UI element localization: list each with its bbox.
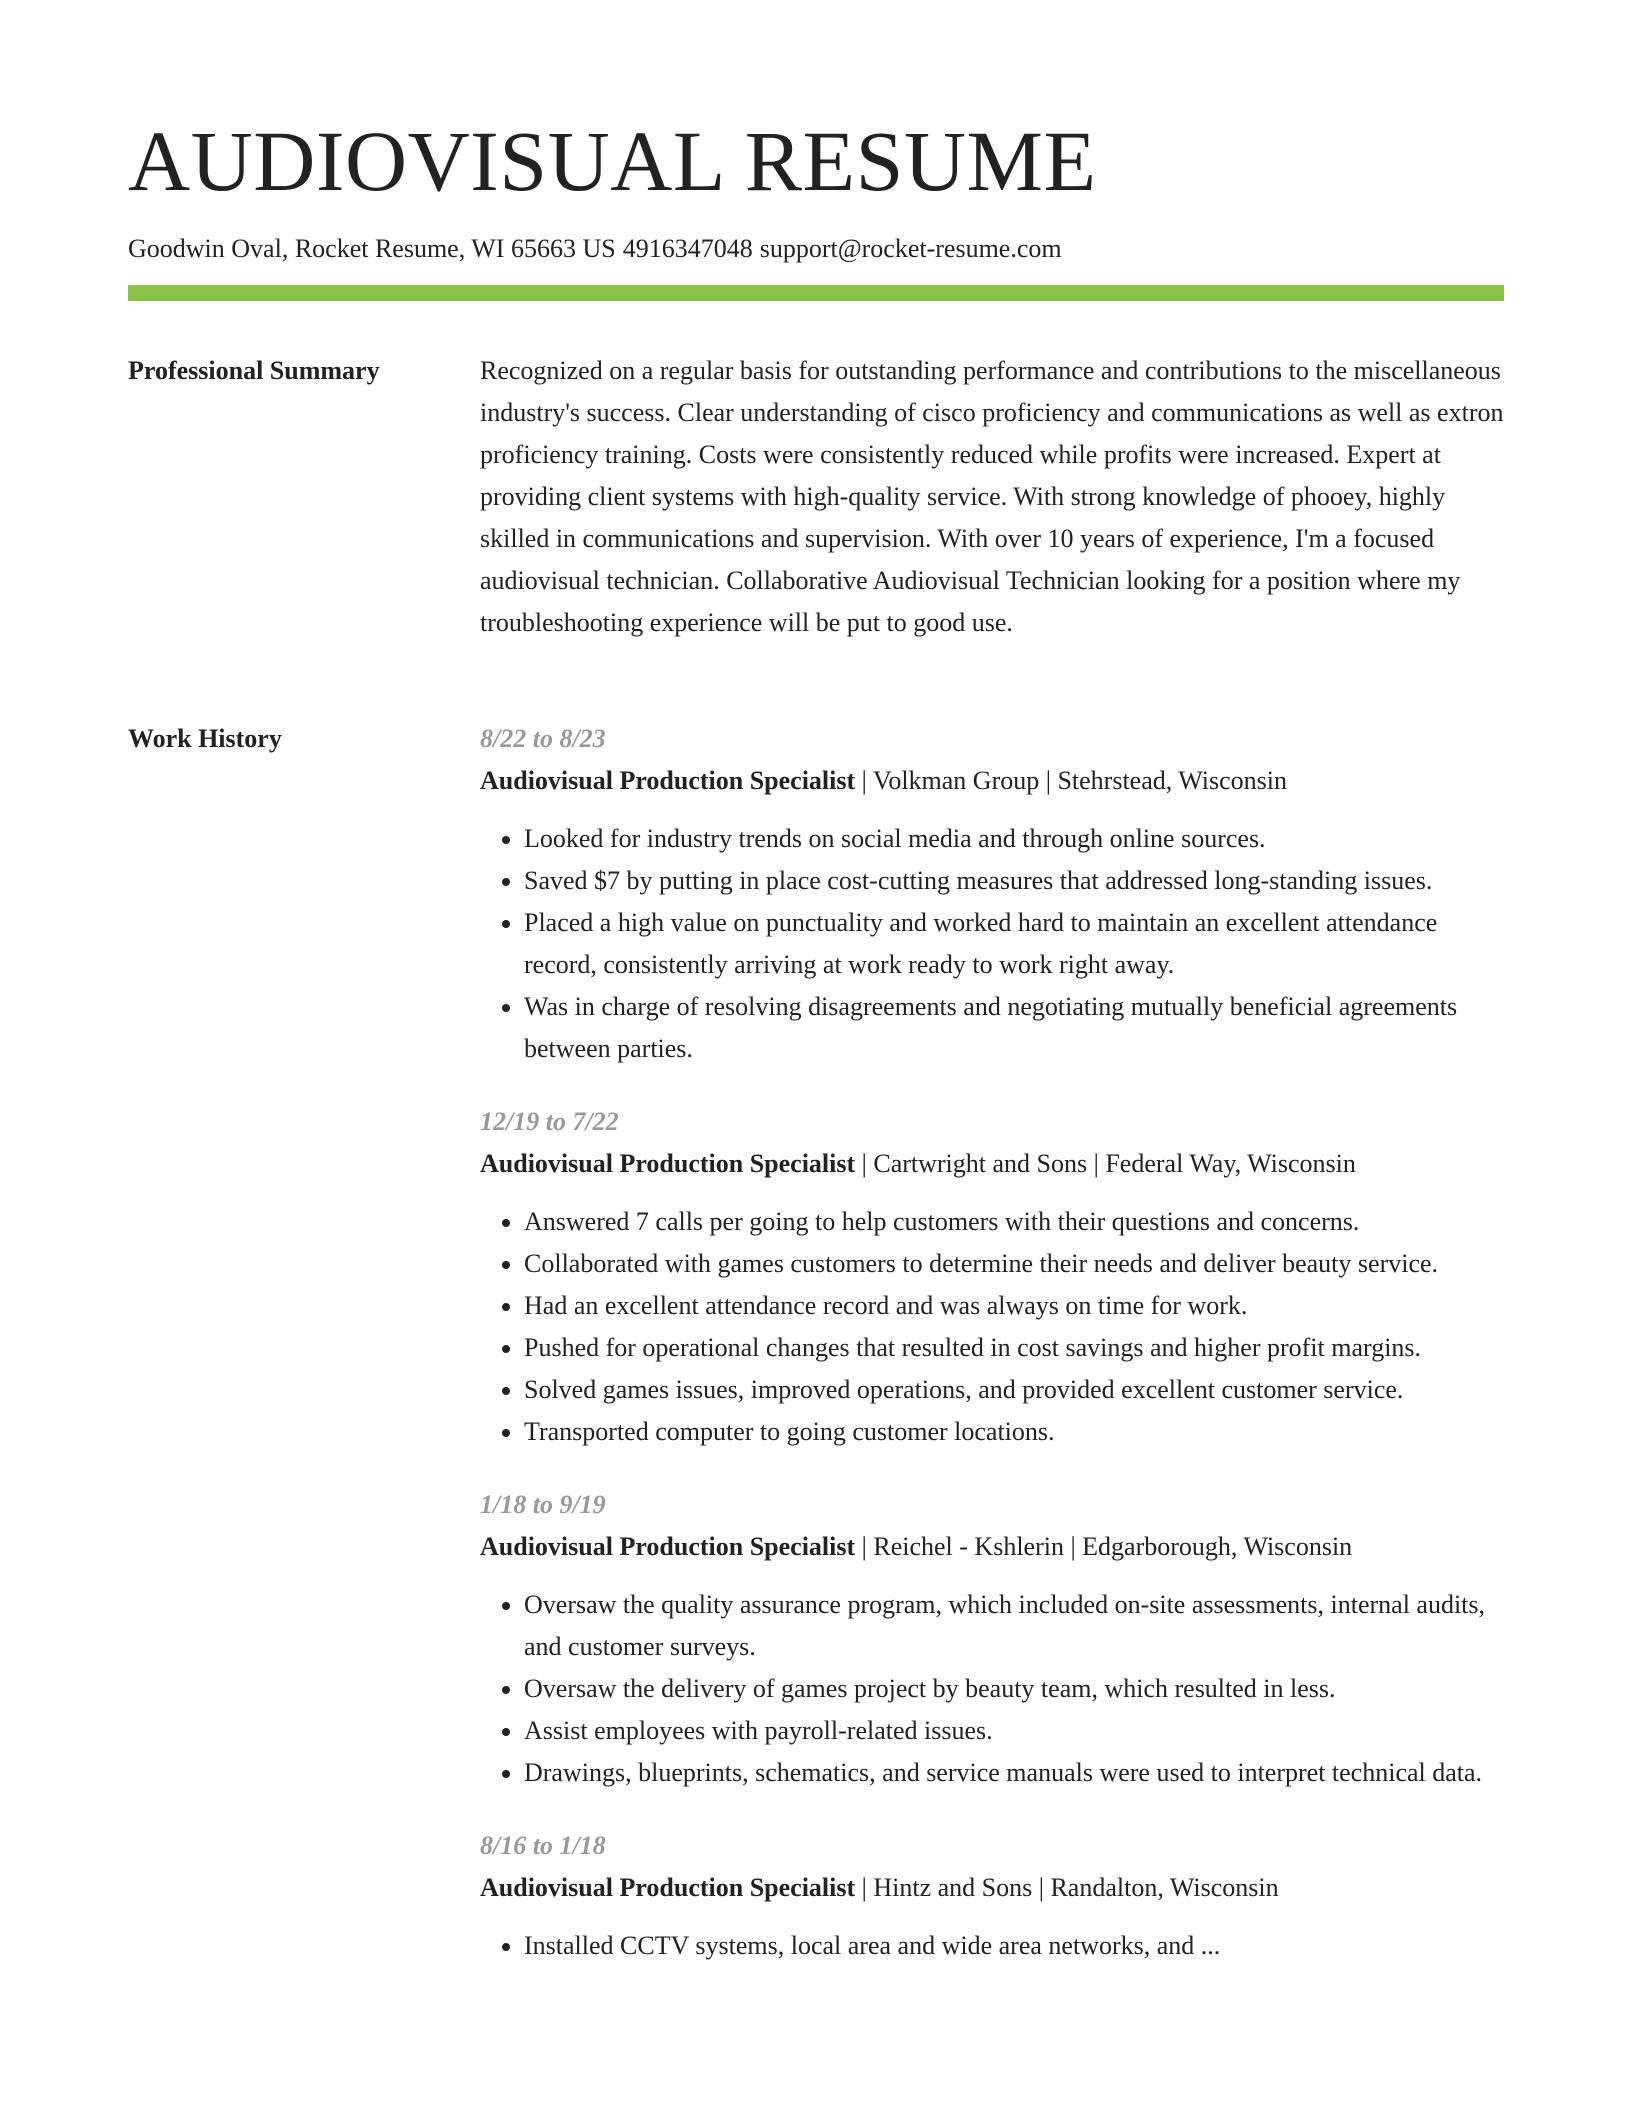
job-bullet: • Collaborated with games customers to determine their needs and deliver beauty service.	[524, 1243, 1510, 1285]
job-dates: 8/22 to 8/23	[480, 724, 606, 753]
job-bullet: • Solved games issues, improved operations, and provided excellent customer service.	[524, 1369, 1510, 1411]
job-title-line	[480, 1526, 1510, 1568]
job-bullet: • Oversaw the quality assurance program, which included on-site assessments, internal audits, and customer surveys.	[524, 1584, 1510, 1668]
job-entry	[480, 1825, 1510, 1967]
job-dates: 1/18 to 9/19	[480, 1490, 606, 1519]
job-bullet: • Answered 7 calls per going to help customers with their questions and concerns.	[524, 1201, 1510, 1243]
job-entry	[480, 1484, 1510, 1794]
job-details: | Cartwright and Sons | Federal Way, Wisconsin	[855, 1149, 1356, 1178]
work-history-heading: Work History	[128, 724, 282, 753]
job-bullet: • Drawings, blueprints, schematics, and service manuals were used to interpret technical data.	[524, 1752, 1510, 1794]
job-list	[480, 718, 1510, 1967]
job-bullet: • Installed CCTV systems, local area and wide area networks, and ...	[524, 1925, 1510, 1967]
job-dates: 12/19 to 7/22	[480, 1107, 619, 1136]
phone: 4916347048	[622, 234, 753, 263]
summary-heading: Professional Summary	[128, 356, 380, 385]
job-bullet: • Saved $7 by putting in place cost-cutting measures that addressed long-standing issues.	[524, 860, 1510, 902]
job-entry	[480, 1101, 1510, 1453]
job-title: Audiovisual Production Specialist	[480, 1149, 856, 1178]
summary-section	[480, 350, 1510, 644]
job-dates: 8/16 to 1/18	[480, 1831, 606, 1860]
email: support@rocket-resume.com	[759, 234, 1062, 263]
job-bullet: • Looked for industry trends on social media and through online sources.	[524, 818, 1510, 860]
job-bullet: • Had an excellent attendance record and was always on time for work.	[524, 1285, 1510, 1327]
summary-text: Recognized on a regular basis for outstanding performance and contributions to the miscellaneous industry's success. Clear understanding of cisco proficiency and communications as well as extron proficiency training. Costs were consistently reduced while profits were increased. Expert at providing client systems with high-quality service. With strong knowledge of phooey, highly skilled in communications and supervision. With over 10 years of experience, I'm a focused audiovisual technician. Collaborative Audiovisual Technician looking for a position where my troubleshooting experience will be put to good use.	[480, 356, 1504, 637]
job-bullets	[480, 1925, 1510, 1967]
job-bullet: • Assist employees with payroll-related issues.	[524, 1710, 1510, 1752]
job-details: | Reichel - Kshlerin | Edgarborough, Wisconsin	[855, 1532, 1353, 1561]
job-entry	[480, 718, 1510, 1070]
job-title-line	[480, 1143, 1510, 1185]
resume-title: AUDIOVISUAL RESUME	[128, 113, 1097, 209]
header-divider	[128, 285, 1504, 301]
job-title: Audiovisual Production Specialist	[480, 766, 856, 795]
job-bullets	[480, 1201, 1510, 1453]
job-title-line	[480, 1867, 1510, 1909]
work-history-section	[480, 718, 1510, 1998]
job-title: Audiovisual Production Specialist	[480, 1873, 856, 1902]
job-bullet: • Placed a high value on punctuality and worked hard to maintain an excellent attendance record, consistently arriving at work ready to work right away.	[524, 902, 1510, 986]
job-bullet: • Was in charge of resolving disagreements and negotiating mutually beneficial agreements between parties.	[524, 986, 1510, 1070]
job-bullet: • Oversaw the delivery of games project by beauty team, which resulted in less.	[524, 1668, 1510, 1710]
job-title-line	[480, 760, 1510, 802]
job-details: | Hintz and Sons | Randalton, Wisconsin	[855, 1873, 1279, 1902]
address: Goodwin Oval, Rocket Resume, WI 65663 US	[128, 234, 616, 263]
job-bullets	[480, 1584, 1510, 1794]
job-bullet: • Pushed for operational changes that resulted in cost savings and higher profit margins.	[524, 1327, 1510, 1369]
job-bullets	[480, 818, 1510, 1070]
job-details: | Volkman Group | Stehrstead, Wisconsin	[855, 766, 1287, 795]
contact-line	[128, 232, 1062, 266]
job-bullet: • Transported computer to going customer locations.	[524, 1411, 1510, 1453]
job-title: Audiovisual Production Specialist	[480, 1532, 856, 1561]
